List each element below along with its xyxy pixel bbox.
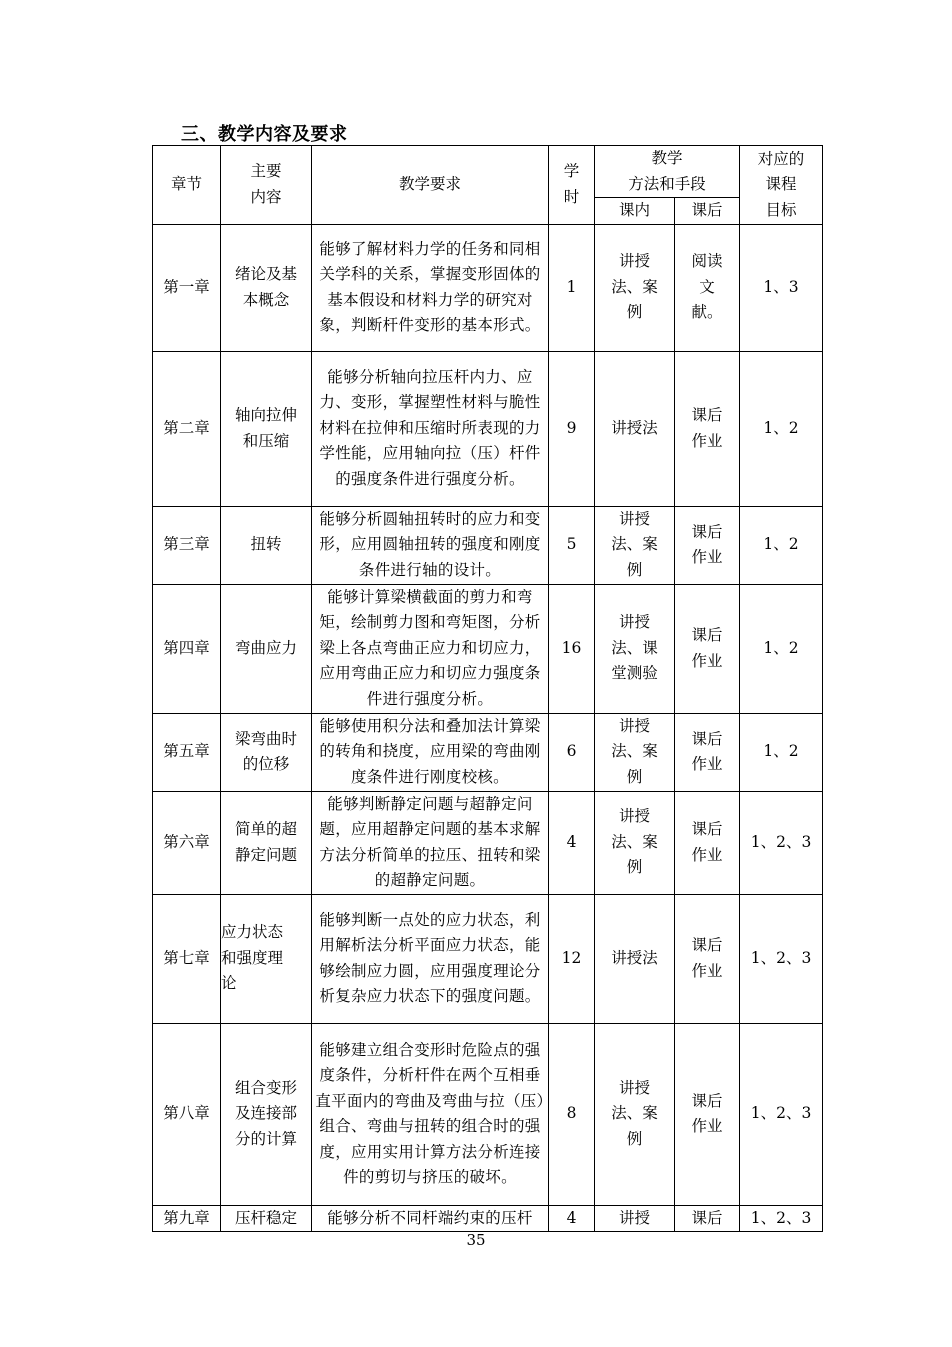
in-class-cell: 讲授 法、课 堂测验 <box>595 584 675 713</box>
main-content-cell: 简单的超 静定问题 <box>221 791 312 894</box>
main-content-cell: 梁弯曲时 的位移 <box>221 713 312 791</box>
chapter-cell: 第三章 <box>153 506 221 584</box>
after-class-cell: 课后 作业 <box>675 791 740 894</box>
main-content-cell: 轴向拉伸 和压缩 <box>221 351 312 506</box>
chapter-cell: 第七章 <box>153 894 221 1023</box>
chapter-cell: 第八章 <box>153 1023 221 1205</box>
objective-cell: 1、2 <box>740 584 823 713</box>
table-row <box>153 1205 823 1232</box>
after-class-cell: 课后 作业 <box>675 1023 740 1205</box>
main-content-cell: 应力状态 和强度理 论 <box>221 894 312 1023</box>
section-title: 三、教学内容及要求 <box>181 124 348 145</box>
requirement-cell: 能够分析轴向拉压杆内力、应力、变形，掌握塑性材料与脆性材料在拉伸和压缩时所表现的力学性能，应用轴向拉（压）杆件的强度条件进行强度分析。 <box>312 351 549 506</box>
hours-cell: 6 <box>549 713 595 791</box>
objective-cell: 1、2 <box>740 351 823 506</box>
hours-cell: 1 <box>549 224 595 351</box>
in-class-cell: 讲授 <box>595 1205 675 1232</box>
header-after-class: 课后 <box>675 198 740 225</box>
table-row <box>153 713 823 791</box>
table-row <box>153 791 823 894</box>
hours-cell: 4 <box>549 1205 595 1232</box>
after-class-cell: 阅读 文 献。 <box>675 224 740 351</box>
after-class-cell: 课后 作业 <box>675 894 740 1023</box>
in-class-cell: 讲授 法、案 例 <box>595 1023 675 1205</box>
after-class-cell: 课后 作业 <box>675 713 740 791</box>
chapter-cell: 第六章 <box>153 791 221 894</box>
requirement-cell: 能够建立组合变形时危险点的强度条件，分析杆件在两个互相垂直平面内的弯曲及弯曲与拉（压）组合、弯曲与扭转的组合时的强度，应用实用计算方法分析连接件的剪切与挤压的破坏。 <box>312 1023 549 1205</box>
chapter-cell: 第四章 <box>153 584 221 713</box>
table-row <box>153 224 823 351</box>
main-content-cell: 弯曲应力 <box>221 584 312 713</box>
table-row <box>153 351 823 506</box>
header-requirement: 教学要求 <box>312 146 549 225</box>
requirement-cell: 能够了解材料力学的任务和同相关学科的关系，掌握变形固体的基本假设和材料力学的研究对象，判断杆件变形的基本形式。 <box>312 224 549 351</box>
main-content-cell: 组合变形 及连接部 分的计算 <box>221 1023 312 1205</box>
after-class-cell: 课后 作业 <box>675 584 740 713</box>
objective-cell: 1、3 <box>740 224 823 351</box>
main-content-cell: 压杆稳定 <box>221 1205 312 1232</box>
requirement-cell: 能够判断静定问题与超静定问题，应用超静定问题的基本求解方法分析简单的拉压、扭转和梁的超静定问题。 <box>312 791 549 894</box>
requirement-cell: 能够判断一点处的应力状态，利用解析法分析平面应力状态，能够绘制应力圆，应用强度理论分析复杂应力状态下的强度问题。 <box>312 894 549 1023</box>
in-class-cell: 讲授 法、案 例 <box>595 713 675 791</box>
objective-cell: 1、2、3 <box>740 1205 823 1232</box>
requirement-cell: 能够计算梁横截面的剪力和弯矩，绘制剪力图和弯矩图，分析梁上各点弯曲正应力和切应力，应用弯曲正应力和切应力强度条件进行强度分析。 <box>312 584 549 713</box>
main-content-cell: 扭转 <box>221 506 312 584</box>
chapter-cell: 第九章 <box>153 1205 221 1232</box>
table-row <box>153 506 823 584</box>
table-row <box>153 894 823 1023</box>
header-row <box>153 146 823 198</box>
header-main-content: 主要 内容 <box>221 146 312 225</box>
header-hours: 学 时 <box>549 146 595 225</box>
hours-cell: 12 <box>549 894 595 1023</box>
requirement-cell: 能够分析不同杆端约束的压杆 <box>312 1205 549 1232</box>
objective-cell: 1、2、3 <box>740 791 823 894</box>
objective-cell: 1、2、3 <box>740 1023 823 1205</box>
chapter-cell: 第二章 <box>153 351 221 506</box>
after-class-cell: 课后 作业 <box>675 351 740 506</box>
objective-cell: 1、2、3 <box>740 894 823 1023</box>
hours-cell: 16 <box>549 584 595 713</box>
page-number: 35 <box>466 1231 486 1249</box>
teaching-content-table <box>152 145 823 1232</box>
hours-cell: 9 <box>549 351 595 506</box>
table-row <box>153 584 823 713</box>
header-chapter: 章节 <box>153 146 221 225</box>
main-content-cell: 绪论及基 本概念 <box>221 224 312 351</box>
requirement-cell: 能够分析圆轴扭转时的应力和变形，应用圆轴扭转的强度和刚度条件进行轴的设计。 <box>312 506 549 584</box>
table-row <box>153 1023 823 1205</box>
hours-cell: 8 <box>549 1023 595 1205</box>
after-class-cell: 课后 作业 <box>675 506 740 584</box>
in-class-cell: 讲授 法、案 例 <box>595 224 675 351</box>
header-in-class: 课内 <box>595 198 675 225</box>
after-class-cell: 课后 <box>675 1205 740 1232</box>
hours-cell: 5 <box>549 506 595 584</box>
chapter-cell: 第五章 <box>153 713 221 791</box>
objective-cell: 1、2 <box>740 506 823 584</box>
chapter-cell: 第一章 <box>153 224 221 351</box>
requirement-cell: 能够使用积分法和叠加法计算梁的转角和挠度，应用梁的弯曲刚度条件进行刚度校核。 <box>312 713 549 791</box>
in-class-cell: 讲授法 <box>595 351 675 506</box>
objective-cell: 1、2 <box>740 713 823 791</box>
in-class-cell: 讲授 法、案 例 <box>595 506 675 584</box>
hours-cell: 4 <box>549 791 595 894</box>
in-class-cell: 讲授 法、案 例 <box>595 791 675 894</box>
header-method: 教学 方法和手段 <box>595 146 740 198</box>
header-objective: 对应的 课程 目标 <box>740 146 823 225</box>
in-class-cell: 讲授法 <box>595 894 675 1023</box>
